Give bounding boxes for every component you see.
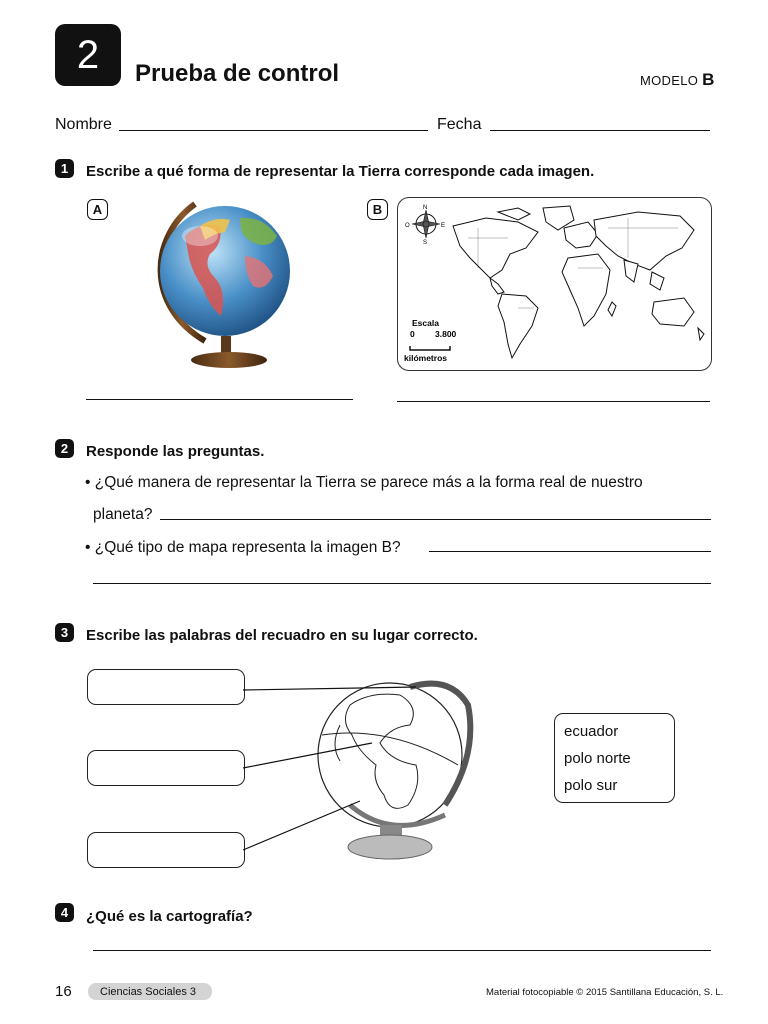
answer-line-4[interactable]: [93, 950, 711, 951]
label-box-3[interactable]: [87, 832, 245, 868]
question-2-item-1-line-1: • ¿Qué manera de representar la Tierra se parece más a la forma real de nuestro: [85, 474, 643, 491]
question-1-text: Escribe a qué forma de representar la Tierra corresponde cada imagen.: [86, 163, 595, 180]
scale-title: Escala: [412, 318, 439, 328]
fecha-field[interactable]: [490, 130, 710, 131]
copyright-text: Material fotocopiable © 2015 Santillana Educación, S. L.: [486, 987, 724, 998]
question-2-text: Responde las preguntas.: [86, 443, 265, 460]
compass-west: O: [405, 223, 410, 229]
unit-number-badge: 2: [55, 24, 121, 86]
answer-line-a[interactable]: [86, 399, 353, 400]
world-map: [398, 198, 711, 370]
word-bank: [554, 713, 675, 803]
modelo-label: [640, 70, 715, 90]
compass-north: N: [423, 205, 428, 211]
question-4-text: ¿Qué es la cartografía?: [86, 908, 253, 925]
scale-end: 3.800: [435, 329, 457, 339]
globe-photo: [145, 196, 295, 371]
question-2-number: 2: [55, 439, 74, 458]
image-b-tag: B: [367, 199, 388, 220]
question-1-number: 1: [55, 159, 74, 178]
globe-drawing: [240, 665, 480, 870]
answer-line-2-1[interactable]: [160, 519, 711, 520]
subject-pill: Ciencias Sociales 3: [88, 983, 212, 1000]
nombre-label: Nombre: [55, 116, 112, 133]
scale-unit: kilómetros: [404, 353, 447, 363]
question-4-number: 4: [55, 903, 74, 922]
scale-start: 0: [410, 329, 415, 339]
world-map-frame: [397, 197, 712, 371]
word-polo-norte: polo norte: [564, 750, 631, 767]
word-polo-sur: polo sur: [564, 777, 618, 794]
modelo-value: B: [702, 70, 715, 89]
image-a-tag: A: [87, 199, 108, 220]
page-number: 16: [55, 983, 72, 1000]
nombre-field[interactable]: [119, 130, 428, 131]
question-2-item-2: • ¿Qué tipo de mapa representa la imagen B?: [85, 539, 401, 556]
answer-line-2-2b[interactable]: [93, 583, 711, 584]
word-ecuador: ecuador: [564, 723, 619, 740]
answer-line-2-2a[interactable]: [429, 551, 711, 552]
label-box-2[interactable]: [87, 750, 245, 786]
label-box-1[interactable]: [87, 669, 245, 705]
question-2-item-1-line-2: planeta?: [93, 506, 153, 523]
compass-south: S: [423, 240, 428, 246]
page-title: Prueba de control: [135, 60, 340, 87]
question-3-text: Escribe las palabras del recuadro en su lugar correcto.: [86, 627, 478, 644]
modelo-text: MODELO: [640, 73, 699, 88]
answer-line-b[interactable]: [397, 401, 710, 402]
scale-bar: [410, 346, 450, 350]
compass-rose: [412, 210, 440, 238]
question-3-number: 3: [55, 623, 74, 642]
fecha-label: Fecha: [437, 116, 482, 133]
compass-east: E: [441, 223, 446, 229]
